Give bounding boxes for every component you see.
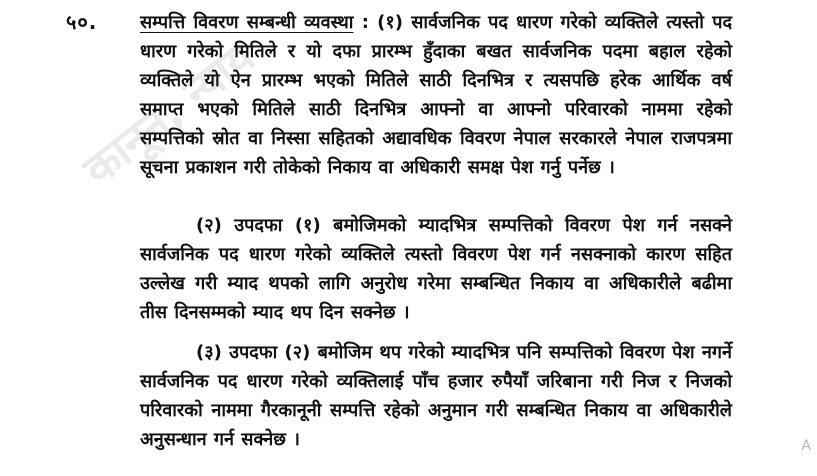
title-separator: : [353, 12, 378, 33]
watermark-text: कानून, न्याय [74, 31, 265, 196]
corner-mark: A [801, 438, 811, 454]
section-title: सम्पत्ति विवरण सम्बन्धी व्यवस्था [140, 12, 354, 33]
clause-1-paragraph [140, 8, 732, 182]
clause-3-paragraph: (३) उपदफा (२) बमोजिम थप गरेको म्यादभित्र पनि सम्पत्तिको विवरण पेश नगर्ने सार्वजनिक पद धारण गरेको व्यक्तिलाई पाँच हजार रुपैयाँ जरिबाना गरी निज र निजको परिवारको नाममा गैरकानूनी सम्पत्ति रहेको अनुमान गरी सम्बन्धित निकाय वा अधिकारीले अनुसन्धान गर्न सक्नेछ । [140, 342, 732, 450]
clause-2-paragraph: (२) उपदफा (१) बमोजिमको म्यादभित्र सम्पत्तिको विवरण पेश गर्न नसक्ने सार्वजनिक पद धारण गरेको व्यक्तिले त्यस्तो विवरण पेश गर्न नसक्नाको कारण सहित उल्लेख गरी म्याद थपको लागि अनुरोध गरेमा सम्बन्धित निकाय वा अधिकारीले बढीमा तीस दिनसम्मको म्याद थप दिन सक्नेछ । [140, 215, 732, 323]
section-number: ५०. [66, 10, 98, 34]
clause-1-text: (१) सार्वजनिक पद धारण गरेको व्यक्तिले त्यस्तो पद धारण गरेको मितिले र यो दफा प्रारम्भ हुँदाका बखत सार्वजनिक पदमा बहाल रहेको व्यक्तिले यो ऐन प्रारम्भ भएको मितिले साठी दिनभित्र र त्यसपछि हरेक आर्थिक वर्ष समाप्त भएको मितिले साठी दिनभित्र आफ्नो वा आफ्नो परिवारको नाममा रहेको सम्पत्तिको स्रोत वा निस्सा सहितको अद्यावधिक विवरण नेपाल सरकारले नेपाल राजपत्रमा सूचना प्रकाशन गरी तोकेको निकाय वा अधिकारी समक्ष पेश गर्नु पर्नेछ । [140, 12, 732, 178]
